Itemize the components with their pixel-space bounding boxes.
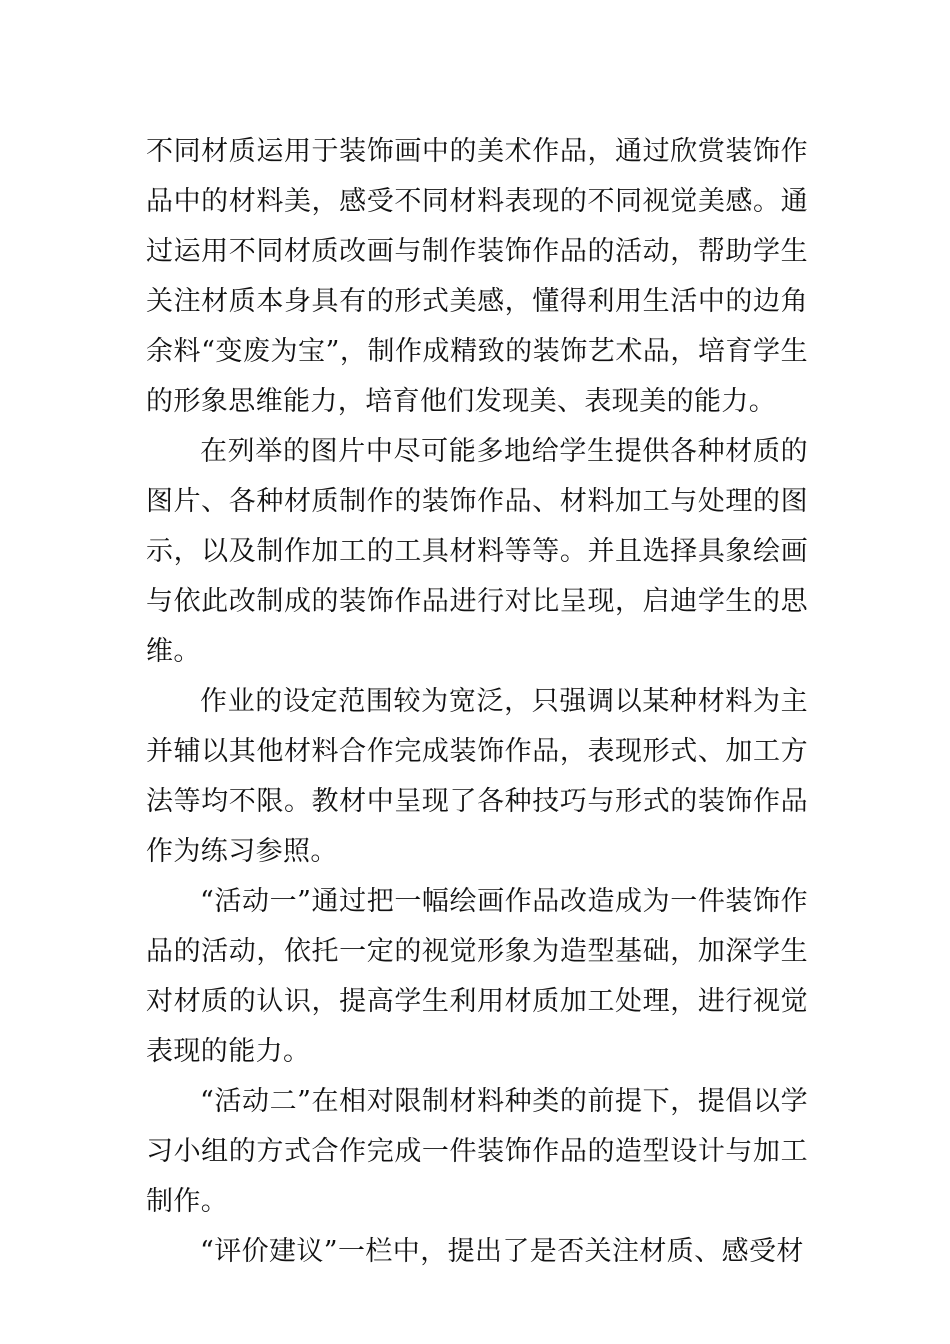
paragraph-3: 作业的设定范围较为宽泛，只强调以某种材料为主并辅以其他材料合作完成装饰作品，表现形式、加工方法等均不限。教材中呈现了各种技巧与形式的装饰作品作为练习参照。 — [146, 686, 808, 867]
paragraph-2: 在列举的图片中尽可能多地给学生提供各种材质的图片、各种材质制作的装饰作品、材料加工与处理的图示，以及制作加工的工具材料等等。并且选择具象绘画与依此改制成的装饰作品进行对比呈现，启迪学生的思维。 — [146, 436, 808, 667]
paragraph-6: “评价建议”一栏中，提出了是否关注材质、感受材 — [200, 1236, 804, 1267]
paragraph-1: 不同材质运用于装饰画中的美术作品，通过欣赏装饰作品中的材料美，感受不同材料表现的不同视觉美感。通过运用不同材质改画与制作装饰作品的活动，帮助学生关注材质本身具有的形式美感，懂得利用生活中的边角余料“变废为宝”，制作成精致的装饰艺术品，培育学生的形象思维能力，培育他们发现美、表现美的能力。 — [146, 136, 808, 417]
document-body — [146, 127, 808, 1277]
paragraph-4: “活动一”通过把一幅绘画作品改造成为一件装饰作品的活动，依托一定的视觉形象为造型基础，加深学生对材质的认识，提高学生利用材质加工处理，进行视觉表现的能力。 — [146, 886, 808, 1067]
paragraph-5: “活动二”在相对限制材料种类的前提下，提倡以学习小组的方式合作完成一件装饰作品的造型设计与加工制作。 — [146, 1086, 808, 1217]
